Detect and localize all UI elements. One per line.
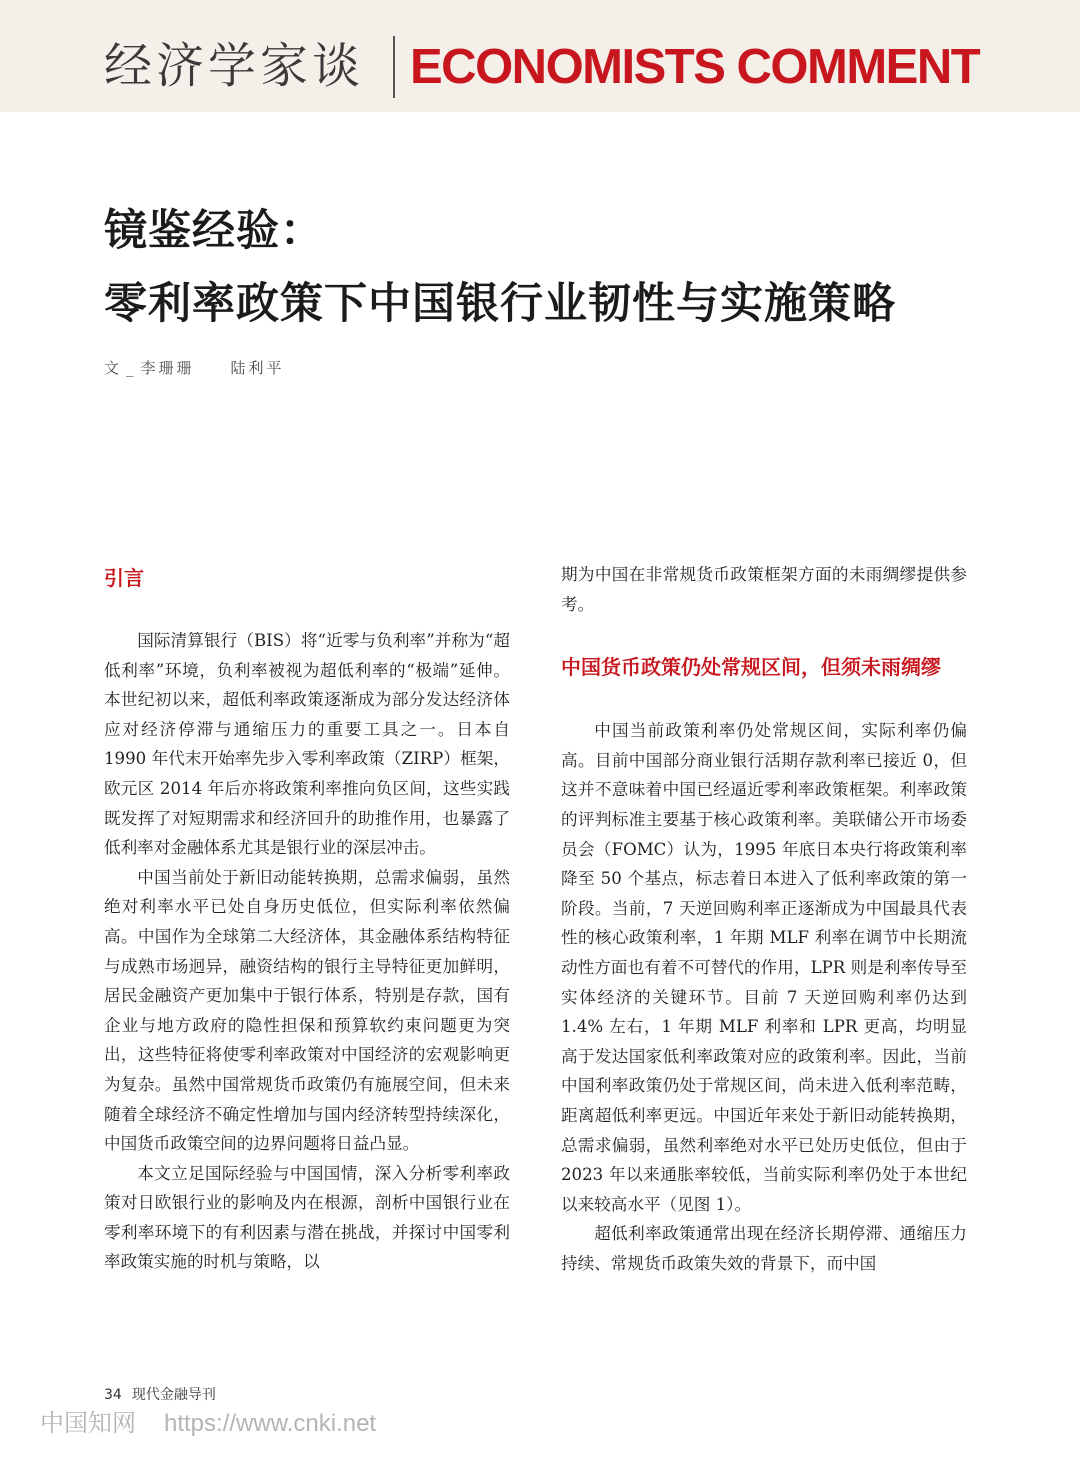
- watermark-url: https://www.cnki.net: [164, 1410, 377, 1437]
- byline-separator: _: [126, 359, 137, 377]
- paragraph: 中国当前处于新旧动能转换期，总需求偏弱，虽然绝对利率水平已处自身历史低位，但实际利率依然偏高。中国作为全球第二大经济体，其金融体系结构特征与成熟市场迥异，融资结构的银行主导特征更加鲜明，居民金融资产更加集中于银行体系，特别是存款，国有企业与地方政府的隐性担保和预算软约束问题更为突出，这些特征将使零利率政策对中国经济的宏观影响更为复杂。虽然中国常规货币政策仍有施展空间，但未来随着全球经济不确定性增加与国内经济转型持续深化，中国货币政策空间的边界问题将日益凸显。: [104, 867, 510, 1154]
- page-number: 34: [104, 1387, 122, 1403]
- section-heading-monetary-policy: 中国货币政策仍处常规区间，但须未雨绸缪: [561, 655, 941, 680]
- author-name: 李珊珊: [140, 359, 195, 377]
- paragraph: 中国当前政策利率仍处常规区间，实际利率仍偏高。目前中国部分商业银行活期存款利率已接近 0，但这并不意味着中国已经逼近零利率政策框架。利率政策的评判标准主要基于核心政策利率。美联储公开市场委员会（FOMC）认为，1995 年底日本央行将政策利率降至 50 个基点，标志着日本进入了低利率政策的第一阶段。当前，7 天逆回购利率正逐渐成为中国最具代表性的核心政策利率，1 年期 MLF 利率在调节中长期流动性方面也有着不可替代的作用，LPR 则是利率传导至实体经济的关键环节。目前 7 天逆回购利率仍达到 1.4% 左右，1 年期 MLF 利率和 LPR 更高，均明显高于发达国家低利率政策对应的政策利率。因此，当前中国利率政策仍处于常规区间，尚未进入低利率范畴，距离超低利率更远。中国近年来处于新旧动能转换期，总需求偏弱，虽然利率绝对水平已处历史低位，但由于 2023 年以来通胀率较低，当前实际利率仍处于本世纪以来较高水平（见图 1）。: [561, 721, 967, 1214]
- publication-name: 现代金融导刊: [131, 1387, 216, 1403]
- byline: [104, 356, 285, 380]
- section-title-en: ECONOMISTS COMMENT: [410, 40, 980, 94]
- paragraph: 超低利率政策通常出现在经济长期停滞、通缩压力持续、常规货币政策失效的背景下，而中国: [561, 1224, 967, 1273]
- right-column: [561, 560, 967, 1278]
- paragraph: 本文立足国际经验与中国国情，深入分析零利率政策对日欧银行业的影响及内在根源，剖析中国银行业在零利率环境下的有利因素与潜在挑战，并探讨中国零利率政策实施的时机与策略，以: [104, 1163, 510, 1272]
- paragraph: 国际清算银行（BIS）将“近零与负利率”并称为“超低利率”环境，负利率被视为超低利率的“极端”延伸。本世纪初以来，超低利率政策逐渐成为部分发达经济体应对经济停滞与通缩压力的重要工具之一。日本自 1990 年代末开始率先步入零利率政策（ZIRP）框架，欧元区 2014 年后亦将政策利率推向负区间，这些实践既发挥了对短期需求和经济回升的助推作用，也暴露了低利率对金融体系尤其是银行业的深层冲击。: [104, 631, 510, 858]
- page-footer: [104, 1384, 216, 1406]
- left-column: [104, 560, 510, 1277]
- section-divider: [393, 36, 395, 98]
- article-title-line-1: 镜鉴经验：: [104, 206, 324, 256]
- article-title-line-2: 零利率政策下中国银行业韧性与实施策略: [104, 279, 896, 329]
- watermark-logo-text: 中国知网: [40, 1409, 136, 1437]
- section-heading-intro: 引言: [104, 566, 144, 590]
- section-title-cn: 经济学家谈: [104, 38, 365, 94]
- paragraph-continuation: 期为中国在非常规货币政策框架方面的未雨绸缪提供参考。: [561, 565, 967, 614]
- author-name: 陆利平: [230, 359, 285, 377]
- byline-prefix: 文: [104, 359, 123, 377]
